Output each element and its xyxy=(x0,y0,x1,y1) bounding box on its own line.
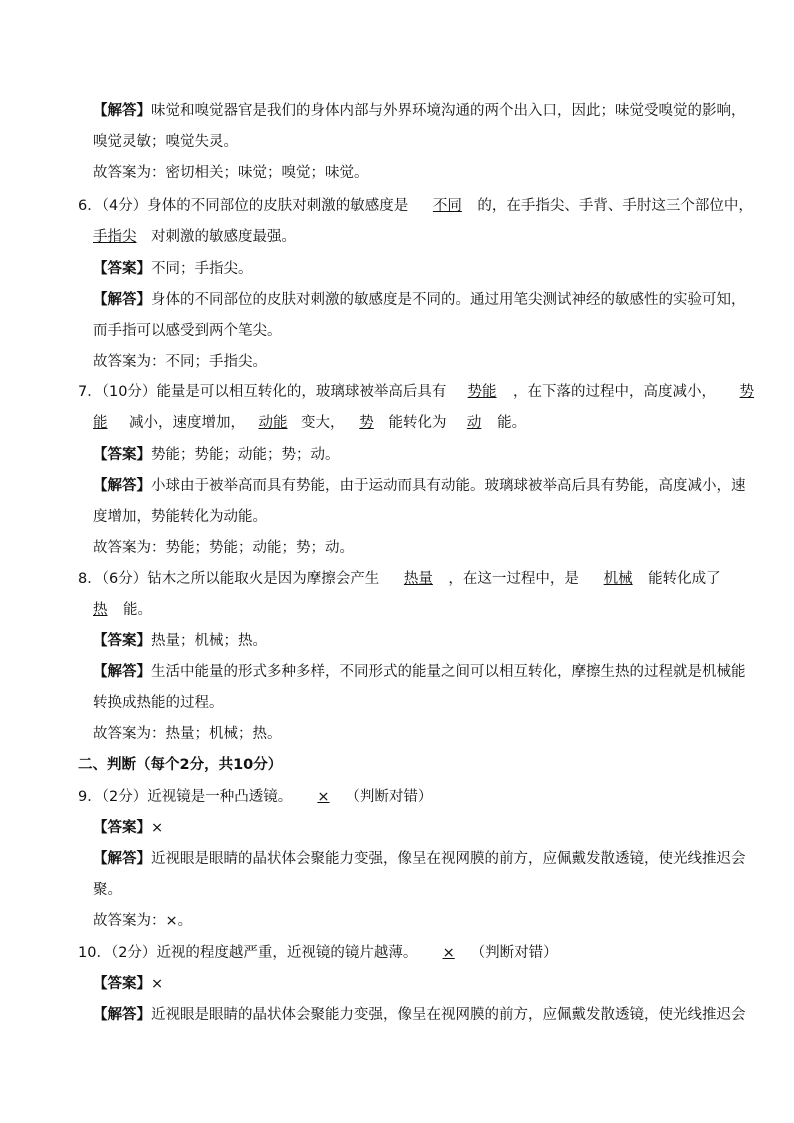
question-text: 的，在手指尖、手背、手肘这三个部位中， xyxy=(477,198,753,214)
answer-text: 不同；手指尖。 xyxy=(151,261,253,277)
analysis-text: 近视眼是眼睛的晶状体会聚能力变强，像呈在视网膜的前方，应佩戴发散透镜，使光线推迟会 xyxy=(151,851,746,867)
answer-blank: 势 xyxy=(739,384,755,400)
question-number: 6．（4分） xyxy=(78,198,148,214)
final-answer: 故答案为：不同；手指尖。 xyxy=(93,354,267,370)
analysis-line xyxy=(93,321,724,341)
question-text: 对刺激的敏感度最强。 xyxy=(151,229,296,245)
question-text: 变大， xyxy=(301,415,345,431)
question-7 xyxy=(78,382,755,402)
answer-line xyxy=(93,259,724,279)
question-10 xyxy=(78,943,724,963)
analysis-text: 而手指可以感受到两个笔尖。 xyxy=(93,323,282,339)
analysis-tag: 【解答】 xyxy=(93,851,151,867)
analysis-text: 生活中能量的形式多种多样，不同形式的能量之间可以相互转化，摩擦生热的过程就是机械能 xyxy=(151,664,746,680)
analysis-line xyxy=(93,849,746,869)
question-text: 能。 xyxy=(123,602,152,618)
answer-blank: 热量 xyxy=(403,571,433,587)
analysis-line xyxy=(93,662,746,682)
question-text: （判断对错） xyxy=(345,789,433,805)
answer-blank: 动能 xyxy=(258,415,288,431)
answer-text: × xyxy=(151,820,164,836)
question-text: 减小，速度增加， xyxy=(129,415,245,431)
answer-blank: × xyxy=(317,789,330,805)
analysis-line xyxy=(93,507,724,527)
answer-blank: 势能 xyxy=(467,384,497,400)
answer-tag: 【答案】 xyxy=(93,261,151,277)
answer-text: 势能；势能；动能；势；动。 xyxy=(151,447,340,463)
answer-blank: × xyxy=(442,945,455,961)
final-answer: 故答案为：密切相关；味觉；嗅觉；味觉。 xyxy=(93,165,369,181)
final-answer: 故答案为：势能；势能；动能；势；动。 xyxy=(93,540,354,556)
question-7-cont xyxy=(93,413,724,433)
analysis-text: 嗅觉灵敏；嗅觉失灵。 xyxy=(93,134,238,150)
question-number: 9．（2分） xyxy=(78,789,148,805)
question-text: 近视的程度越严重，近视镜的镜片越薄。 xyxy=(156,945,418,961)
question-8-cont xyxy=(93,600,724,620)
final-answer: 故答案为：×。 xyxy=(93,913,193,929)
analysis-line xyxy=(93,290,746,310)
question-text: 身体的不同部位的皮肤对刺激的敏感度是 xyxy=(147,198,409,214)
question-text: 能量是可以相互转化的，玻璃球被举高后具有 xyxy=(156,384,447,400)
analysis-tag: 【解答】 xyxy=(93,292,151,308)
question-text: 能。 xyxy=(497,415,527,431)
analysis-line xyxy=(93,476,746,496)
answer-blank: 不同 xyxy=(432,198,462,214)
question-text: 钻木之所以能取火是因为摩擦会产生 xyxy=(147,571,380,587)
answer-text: × xyxy=(151,976,164,992)
analysis-text: 度增加，势能转化为动能。 xyxy=(93,509,267,525)
question-8 xyxy=(78,569,724,589)
analysis-line xyxy=(93,1005,746,1025)
answer-blank: 机械 xyxy=(603,571,633,587)
answer-blank: 热 xyxy=(93,602,108,618)
question-6 xyxy=(78,196,753,216)
analysis-tag: 【解答】 xyxy=(93,1007,151,1023)
answer-line xyxy=(93,974,724,994)
analysis-line xyxy=(93,693,724,713)
answer-line xyxy=(93,818,724,838)
question-text: ，在下落的过程中，高度减小， xyxy=(513,384,717,400)
final-answer: 故答案为：热量；机械；热。 xyxy=(93,726,282,742)
analysis-text: 转换成热能的过程。 xyxy=(93,695,224,711)
question-text: （判断对错） xyxy=(470,945,558,961)
question-text: ，在这一过程中，是 xyxy=(448,571,579,587)
answer-line xyxy=(93,631,724,651)
question-number: 7．（10分） xyxy=(78,384,157,400)
analysis-tag: 【解答】 xyxy=(93,664,151,680)
answer-blank: 手指尖 xyxy=(93,229,137,245)
question-6-cont xyxy=(93,227,724,247)
analysis-text: 小球由于被举高而具有势能，由于运动而具有动能。玻璃球被举高后具有势能，高度减小，速 xyxy=(151,478,746,494)
question-number: 10．（2分） xyxy=(78,945,157,961)
answer-tag: 【答案】 xyxy=(93,447,151,463)
analysis-tag: 【解答】 xyxy=(93,478,151,494)
question-text: 近视镜是一种凸透镜。 xyxy=(147,789,293,805)
question-text: 能转化为 xyxy=(388,415,447,431)
answer-blank: 能 xyxy=(93,415,108,431)
question-9 xyxy=(78,787,724,807)
analysis-line xyxy=(93,880,724,900)
answer-line xyxy=(93,445,724,465)
answer-tag: 【答案】 xyxy=(93,976,151,992)
answer-tag: 【答案】 xyxy=(93,633,151,649)
analysis-line xyxy=(93,132,724,152)
answer-blank: 动 xyxy=(466,415,482,431)
analysis-line xyxy=(93,101,746,121)
question-text: 能转化成了 xyxy=(648,571,721,587)
analysis-text: 近视眼是眼睛的晶状体会聚能力变强，像呈在视网膜的前方，应佩戴发散透镜，使光线推迟会 xyxy=(151,1007,746,1023)
analysis-text: 聚。 xyxy=(93,882,122,898)
analysis-tag: 【解答】 xyxy=(93,103,151,119)
answer-text: 热量；机械；热。 xyxy=(151,633,267,649)
analysis-text: 味觉和嗅觉器官是我们的身体内部与外界环境沟通的两个出入口，因此；味觉受嗅觉的影响， xyxy=(151,103,746,119)
answer-tag: 【答案】 xyxy=(93,820,151,836)
answer-blank: 势 xyxy=(359,415,374,431)
section-heading: 二、判断（每个2分，共10分） xyxy=(78,757,283,773)
question-number: 8．（6分） xyxy=(78,571,148,587)
analysis-text: 身体的不同部位的皮肤对刺激的敏感度是不同的。通过用笔尖测试神经的敏感性的实验可知， xyxy=(151,292,746,308)
